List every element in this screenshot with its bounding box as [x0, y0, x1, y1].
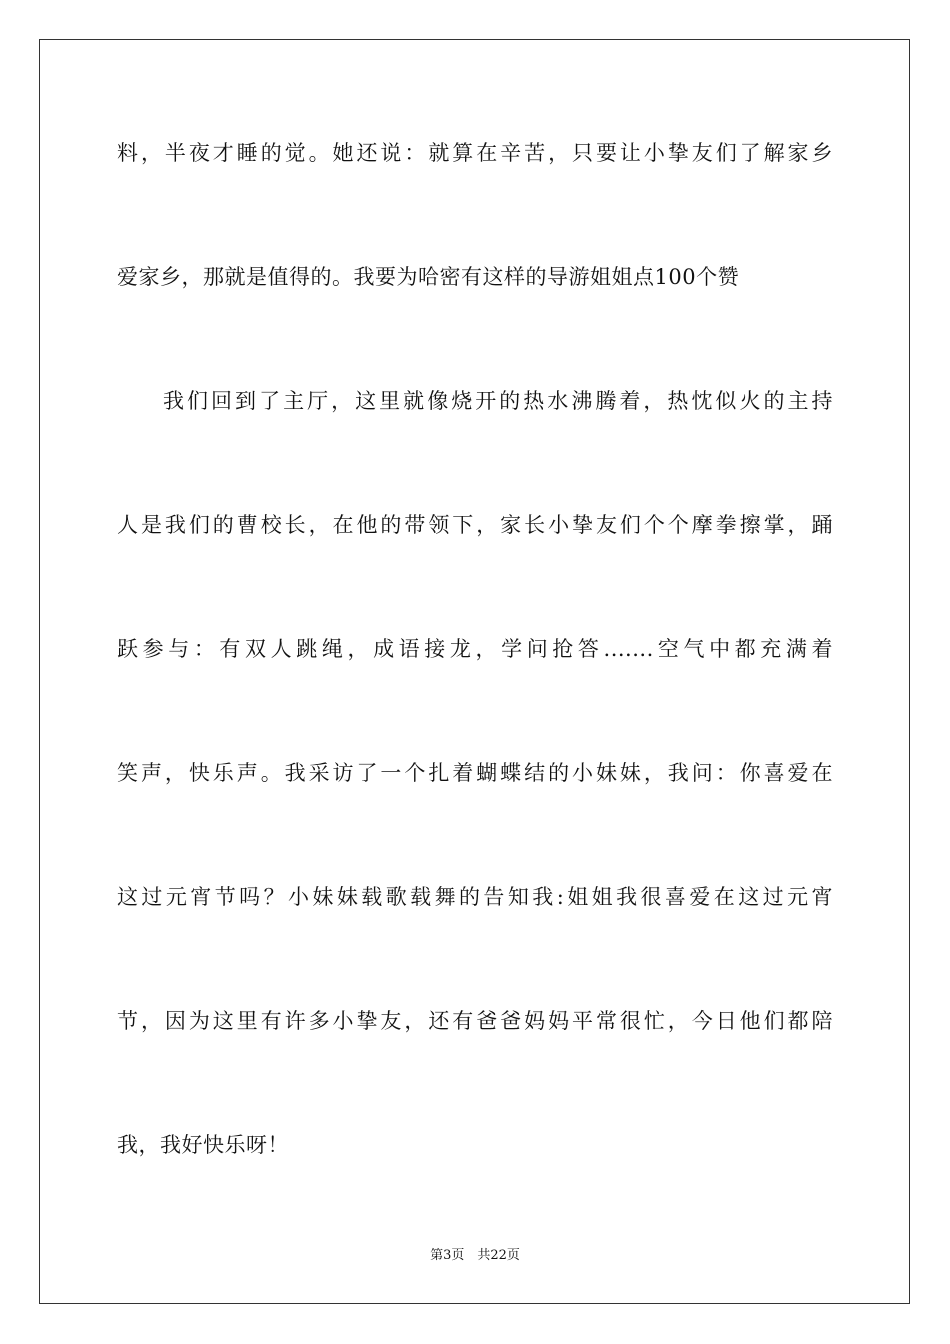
page-border — [39, 39, 910, 1304]
text-line-4: 人是我们的曹校长，在他的带领下，家长小挚友们个个摩拳擦掌，踊 — [117, 513, 833, 537]
text-line-7: 这过元宵节吗？小妹妹载歌载舞的告知我:姐姐我很喜爱在这过元宵 — [117, 885, 833, 909]
text-line-5: 跃参与：有双人跳绳，成语接龙，学问抢答.......空气中都充满着 — [117, 637, 833, 661]
text-line-1: 料，半夜才睡的觉。她还说：就算在辛苦，只要让小挚友们了解家乡 — [117, 141, 833, 165]
text-line-8: 节，因为这里有许多小挚友，还有爸爸妈妈平常很忙，今日他们都陪 — [117, 1009, 833, 1033]
text-line-6: 笑声，快乐声。我采访了一个扎着蝴蝶结的小妹妹，我问：你喜爱在 — [117, 761, 833, 785]
text-line-2: 爱家乡，那就是值得的。我要为哈密有这样的导游姐姐点100个赞 — [117, 265, 740, 289]
page-number-label: 第3页 共22页 — [430, 1248, 520, 1263]
page-footer — [0, 1247, 950, 1265]
text-line-9: 我，我好快乐呀！ — [117, 1133, 289, 1157]
text-line-3: 我们回到了主厅，这里就像烧开的热水沸腾着，热忱似火的主持 — [163, 389, 833, 413]
